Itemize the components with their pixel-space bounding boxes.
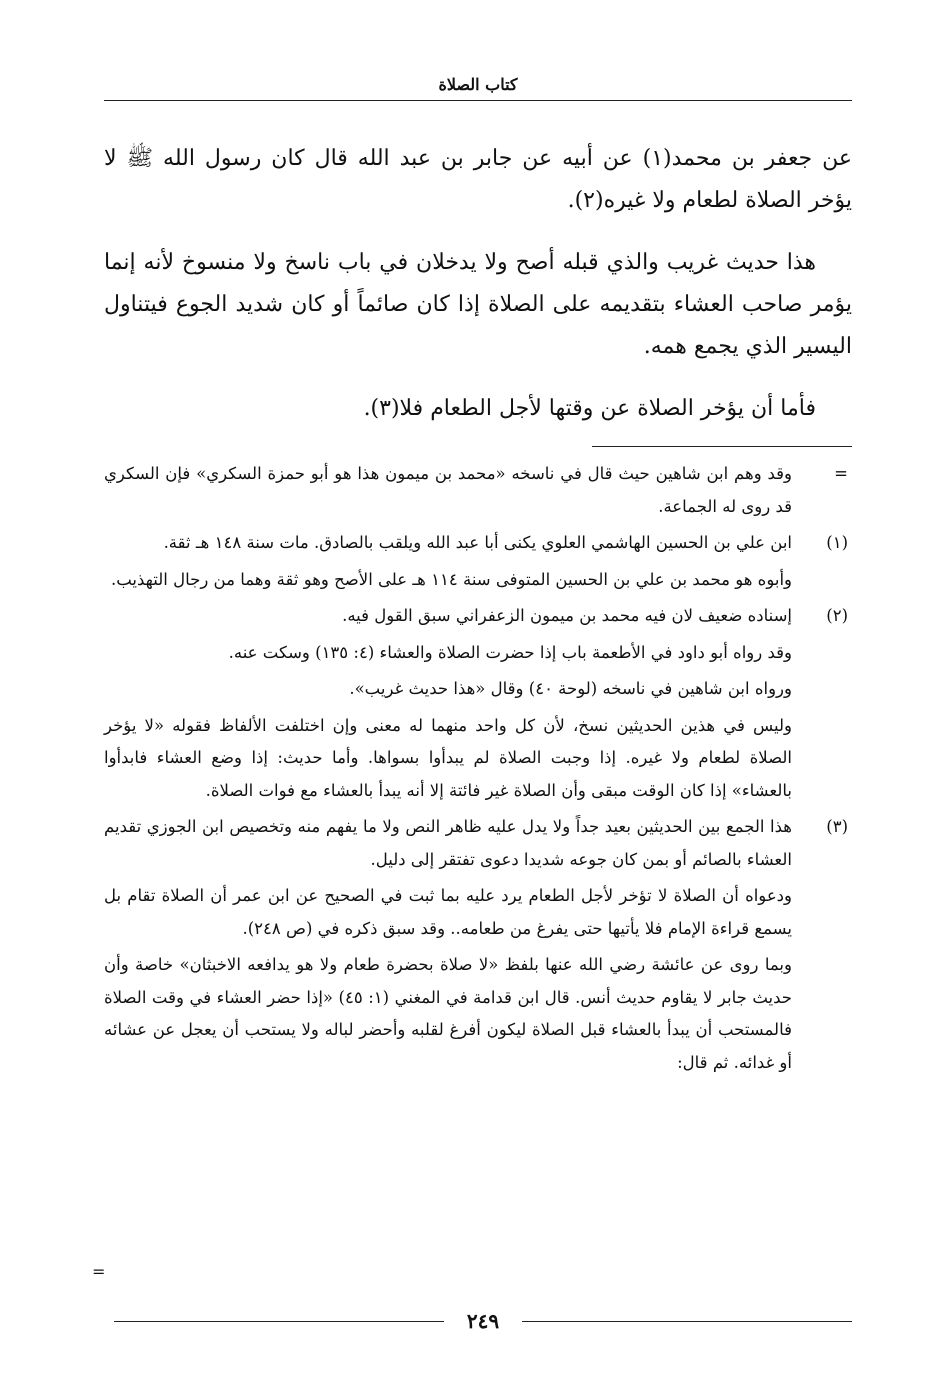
page-footer (114, 1306, 852, 1336)
footnote-mark: (١) (826, 533, 848, 552)
footnote-paragraph: وقد وهم ابن شاهين حيث قال في ناسخه «محمد بن ميمون هذا هو أبو حمزة السكري» فإن السكري قد روى له الجماعة. (104, 464, 792, 516)
page-title: كتاب الصلاة (438, 75, 518, 94)
page-header (104, 70, 852, 101)
footnote-continued (104, 458, 852, 527)
footnote-paragraph: وقد رواه أبو داود في الأطعمة باب إذا حضرت الصلاة والعشاء (٤: ١٣٥) وسكت عنه. (228, 642, 792, 662)
footnote-mark: (٢) (826, 606, 848, 625)
main-text (104, 138, 852, 450)
footer-rule-right (522, 1321, 852, 1322)
continuation-mark: = (92, 1262, 106, 1281)
main-paragraph-2: هذا حديث غريب والذي قبله أصح ولا يدخلان في باب ناسخ ولا منسوخ لأنه إنما يؤمر صاحب العشاء بتقديمه على الصلاة إذا كان صائماً أو كان شديد الجوع فيتناول اليسير الذي يجمع همه. (104, 250, 852, 359)
footnote-paragraph: وبما روى عن عائشة رضي الله عنها بلفظ «لا صلاة بحضرة طعام ولا هو يدافعه الاخبثان» خاصة وأن حديث جابر لا يقاوم حديث أنس. قال ابن قدامة في المغني (١: ٤٥) «إذا حضر العشاء في وقت الصلاة فالمستحب أن يبدأ بالعشاء قبل الصلاة ليكون أفرغ لقلبه وأحضر لباله ولا يستحب أن يعجل عن عشائه أو غدائه. ثم قال: (104, 955, 792, 1072)
footnote-1 (104, 527, 852, 600)
footnote-paragraph: ورواه ابن شاهين في ناسخه (لوحة ٤٠) وقال «هذا حديث غريب». (349, 679, 792, 698)
footnote-3 (104, 811, 852, 1083)
footnote-paragraph: ودعواه أن الصلاة لا تؤخر لأجل الطعام يرد عليه بما ثبت في الصحيح عن ابن عمر أن الصلاة تقام بل يسمع قراءة الإمام فلا يأتيها حتى يفرغ من طعامه.. وقد سبق ذكره في (ص ٢٤٨). (104, 886, 792, 938)
footnote-2 (104, 600, 852, 811)
main-paragraph-3: فأما أن يؤخر الصلاة عن وقتها لأجل الطعام فلا(٣). (363, 396, 816, 421)
page-number: ٢٤٩ (466, 1309, 500, 1333)
footnote-mark: = (834, 464, 848, 483)
footnote-paragraph: وليس في هذين الحديثين نسخ، لأن كل واحد منهما له معنى وإن اختلفت الألفاظ فقوله «لا يؤخر الصلاة لطعام ولا غيره. إذا وجبت الصلاة لم يبدأوا بسواها. وأما حديث: إذا وضع العشاء فابدأوا بالعشاء» إذا كان الوقت مبقى وأن الصلاة غير فائتة إلا أنه يبدأ بالعشاء مع فوات الصلاة. (104, 715, 792, 800)
footnotes (104, 458, 852, 1083)
footnote-paragraph: ابن علي بن الحسين الهاشمي العلوي يكنى أبا عبد الله ويلقب بالصادق. مات سنة ١٤٨ هـ ثقة. (163, 533, 792, 552)
main-paragraph-1: عن جعفر بن محمد(١) عن أبيه عن جابر بن عبد الله قال كان رسول الله ﷺ لا يؤخر الصلاة لطعام ولا غيره(٢). (104, 146, 852, 213)
footnote-mark: (٣) (826, 817, 848, 836)
footnote-separator (592, 446, 852, 447)
footnote-paragraph: هذا الجمع بين الحديثين بعيد جداً ولا يدل عليه ظاهر النص ولا ما يفهم منه وتخصيص ابن الجوزي تقديم العشاء بالصائم أو بمن كان جوعه شديدا دعوى تفتقر إلى دليل. (104, 817, 792, 869)
footnote-paragraph: إسناده ضعيف لان فيه محمد بن ميمون الزعفراني سبق القول فيه. (342, 606, 792, 625)
footnote-paragraph: وأبوه هو محمد بن علي بن الحسين المتوفى سنة ١١٤ هـ على الأصح وهو ثقة وهما من رجال التهذيب. (110, 569, 792, 589)
